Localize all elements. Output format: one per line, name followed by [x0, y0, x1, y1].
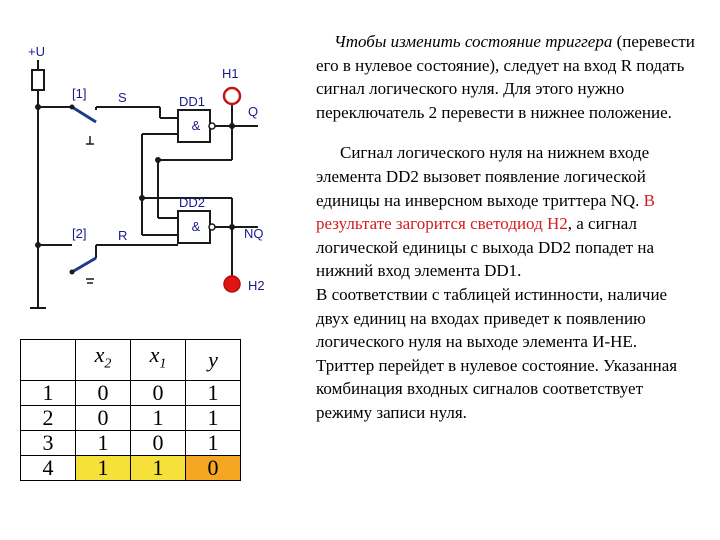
switch-1[interactable]: [70, 105, 97, 145]
power-label: +U: [28, 44, 45, 59]
paragraph-1-italic: Чтобы изменить состояние триггера: [334, 32, 613, 51]
cell-x1: 1: [131, 406, 186, 431]
cell-y: 0: [186, 456, 241, 481]
paragraph-2-end: , а сигнал логической единицы с выхода DD2 попадет на нижний вход элемента DD1.: [316, 214, 655, 281]
paragraph-2-start: Сигнал логического нуля на нижнем входе элемента DD2 вызовет появление логической единицы на инверсном выходе триттера NQ.: [316, 143, 650, 210]
r-input-label: R: [118, 228, 128, 243]
q-output-label: Q: [248, 104, 259, 119]
cell-x1: 1: [131, 456, 186, 481]
dd2-inversion-bubble: [209, 224, 215, 230]
row-index: 4: [21, 456, 76, 481]
power-resistor: [32, 70, 44, 90]
dd1-inversion-bubble: [209, 123, 215, 129]
h1-label: H1: [222, 66, 239, 81]
dd1-label: DD1: [179, 94, 206, 109]
cell-x1: 0: [131, 381, 186, 406]
dd2-gate-symbol: &: [191, 219, 201, 234]
cell-y: 1: [186, 431, 241, 456]
cell-y: 1: [186, 381, 241, 406]
paragraph-3: В соответствии с таблицей истинности, наличие двух единиц на входах приведет к появлению логического нуля на выходе элемента И-НЕ. Триттер перейдет в нулевое состояние. Указанная комбинация входных сигналов соответствует режиму записи нуля.: [316, 284, 678, 422]
paragraph-1-rest: (перевести его в нулевое состояние), следует на вход R подать сигнал логического нуля. Для этого нужно переключатель 2 перевести в нижнее положение.: [316, 32, 695, 122]
switch-2[interactable]: [70, 245, 97, 283]
switch2-label: [2]: [72, 226, 87, 241]
paragraph-2-highlight: В результате загорится светодиод Н2: [316, 190, 656, 234]
row-index: 3: [21, 431, 76, 456]
paragraph-2: [316, 141, 696, 283]
h2-led-on: [224, 276, 240, 292]
header-x2: $x_2$: [76, 340, 131, 381]
row-index: 2: [21, 406, 76, 431]
dd2-label: DD2: [179, 195, 206, 210]
cell-y: 1: [186, 406, 241, 431]
dd1-gate-symbol: &: [191, 118, 201, 133]
cell-x2: 0: [76, 406, 131, 431]
cell-x2: 0: [76, 381, 131, 406]
paragraph-1: [316, 30, 696, 124]
s-input-label: S: [118, 90, 127, 105]
cell-x2: 1: [76, 431, 131, 456]
nq-output-label: NQ: [244, 226, 264, 241]
table-row: [21, 431, 241, 456]
switch1-label: [1]: [72, 86, 87, 101]
row-index: 1: [21, 381, 76, 406]
table-row: [21, 381, 241, 406]
header-x1: $x_1$: [131, 340, 186, 381]
junction-dot: [35, 104, 41, 110]
header-index: [21, 340, 76, 381]
header-y: y: [186, 340, 241, 381]
cell-x2: 1: [76, 456, 131, 481]
truth-table-header: [21, 340, 241, 381]
trigger-circuit-diagram: [0, 0, 300, 330]
explanation-text: [316, 30, 696, 425]
h1-led-off: [224, 88, 240, 104]
table-row-highlighted: [21, 456, 241, 481]
table-row: [21, 406, 241, 431]
cell-x1: 0: [131, 431, 186, 456]
truth-table: [20, 339, 241, 481]
h2-label: H2: [248, 278, 265, 293]
